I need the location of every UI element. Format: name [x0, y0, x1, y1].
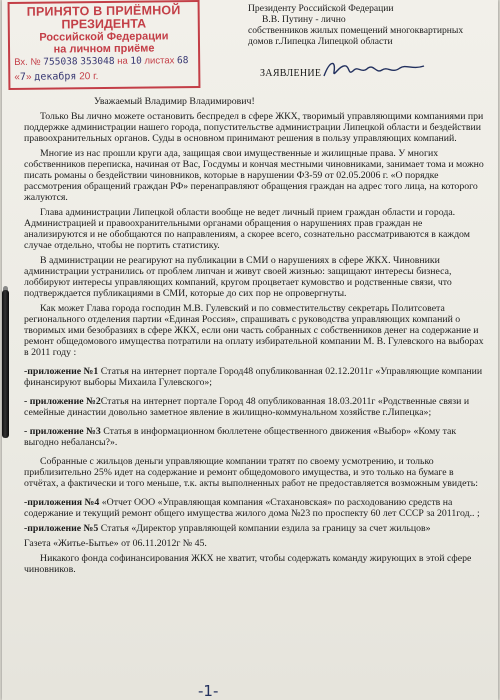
addressee-block [248, 3, 496, 47]
appendix-text: Статья на интернет портале Город 48 опубликованная 18.03.2011г «Родственные связи и семейные династии довольно заметное явление в жилищно-коммунальном хозяйстве г.Липецка»; [24, 396, 470, 418]
stamp-reg-number: 755038 [43, 56, 78, 68]
appendix-text: «Отчет ООО «Управляющая компания «Стахановская» по расходованию средств на содержание и текущий ремонт общего имущества жилого дома №23 по проспекту 60 лет СССР за 2011год.. ; [24, 497, 480, 519]
letter-body [24, 96, 484, 579]
addressee-line: домов г.Липецка Липецкой области [248, 36, 393, 47]
appendix-text: Статья в информационном бюллетене общественного движения «Выбор» «Кому так выгодно небалансы?». [24, 426, 457, 448]
stamp-date-year: 20 [79, 71, 91, 83]
paragraph: Только Вы лично можете остановить беспредел в сфере ЖКХ, творимый управляющими компаниями при поддержке администрации нашего города, попустительстве администрации Липецкой области и бездействии правоохранительных органов. Суды в основном принимают решения в пользу управляющих компаний. [24, 111, 484, 144]
gazette-reference: Газета «Житье-Бытье» от 06.11.2012г № 45. [24, 538, 207, 549]
stamp-line-1: ПРИНЯТО В ПРИЁМНОЙ [26, 3, 181, 19]
stamp-reg-suffix: на [117, 55, 128, 67]
appendix-item [24, 426, 484, 448]
pen [2, 290, 9, 438]
stamp-reg-prefix: Вх. № [14, 56, 41, 68]
stamp-date: «7» декабря 20 г. [14, 71, 99, 83]
stamp-reg-number-2: 353048 [80, 55, 115, 68]
stamp-reg-count: 68 [176, 55, 189, 67]
greeting: Уважаемый Владимир Владимирович! [94, 96, 255, 107]
signature-icon [320, 58, 428, 82]
stamp-reg-sheets-label: листах [144, 55, 175, 67]
addressee-line: Президенту Российской Федерации [248, 3, 394, 14]
paragraph: В администрации не реагируют на публикации в СМИ о нарушениях в сфере ЖКХ. Чиновники администрации устранились от проблем липчан и живут своей жизнью: защищают интересы бизнеса, лоббируют интересы управляющих компаний, кругом процветает кумовство и родственные связи, что подтверждается публикациями в СМИ, которые до сих пор не опровергнуты. [24, 255, 452, 299]
addressee-line: В.В. Путину - лично [262, 14, 346, 25]
stamp-line-3: Российской Федерации [39, 30, 169, 44]
appendix-text: Статья на интернет портале Город48 опубликованная 02.12.2011г «Управляющие компании финансируют выборы Михаила Гулевского»; [24, 366, 483, 388]
appendix-item [24, 366, 484, 388]
stamp-date-month: декабря [34, 71, 77, 83]
stamp-line-2: ПРЕЗИДЕНТА [61, 16, 147, 32]
addressee-line: собственников жилых помещений многоквартирных [248, 25, 464, 36]
appendix-label: -приложение №5 [24, 523, 99, 534]
stamp-line-4: на личном приёме [53, 42, 155, 56]
appendix-text: Статья «Директор управляющей компании ездила за границу за счет жильцов» [98, 523, 431, 534]
paragraph: Глава администрации Липецкой области вообще не ведет личный прием граждан области и города. Администрацией и правоохранительными органами обращения о нарушениях прав граждан не анализируются и не обобщаются по направлениям, а скорее всего, сознательно рассматриваются в каждом случае отдельно, чтобы не портить статистику. [24, 207, 470, 251]
stamp-date-suffix: г. [93, 71, 99, 83]
appendix-item [24, 396, 484, 418]
reception-stamp [8, 0, 201, 90]
document-title: ЗАЯВЛЕНИЕ [260, 68, 322, 79]
appendix-label: -приложения №4 [24, 497, 100, 508]
appendix-item [24, 497, 484, 519]
paragraph: Как может Глава города господин М.В. Гулевский и по совместительству секретарь Политсовета регионального отделения партии «Единая Россия», спрашивать с руководства управляющих компаний о творимых ими безобразиях в сфере ЖКХ, если они часть собранных с собственников денег на содержание и ремонт общедомового имущества потратили на оплату избирательной компании М. В. Гулевского на выборах в 2011 году : [24, 303, 484, 358]
appendix-label: - приложение №2 [24, 396, 101, 407]
page-number: -1- [198, 682, 219, 700]
document-page [2, 0, 498, 700]
paragraph: Собранные с жильцов деньги управляющие компании тратят по своему усмотрению, и только приблизительно 25% идет на содержание и ремонт общедомового имущества, и это только на бумаге в отчётах, а фактически и того меньше, т.к. акты выполненных работ не предоставляется возможным увидеть: [24, 456, 478, 489]
appendix-label: -приложение №1 [24, 366, 99, 377]
appendix-label: - приложение №3 [24, 426, 101, 437]
stamp-date-day: 7 [19, 71, 26, 83]
closing-paragraph: Никакого фонда софинансирования ЖКХ не хватит, чтобы содержать команду жирующих в этой сфере чиновников. [24, 553, 472, 575]
stamp-reg-sheets: 10 [130, 55, 142, 67]
paragraph: Многие из нас прошли круги ада, защищая свои имущественные и жилищные права. У многих собственников переписка, начиная от Вас, Госдумы и кончая местными чиновниками, занимает тома и можно писать романы о бездействии чиновников, которые в нарушении ФЗ-59 от 02.05.2006 г. «О порядке рассмотрения обращений граждан РФ» перенаправляют обращения граждан на адрес того лица, на которого жалуются. [24, 148, 484, 203]
appendix-item [24, 523, 484, 534]
stamp-registration [14, 55, 194, 68]
